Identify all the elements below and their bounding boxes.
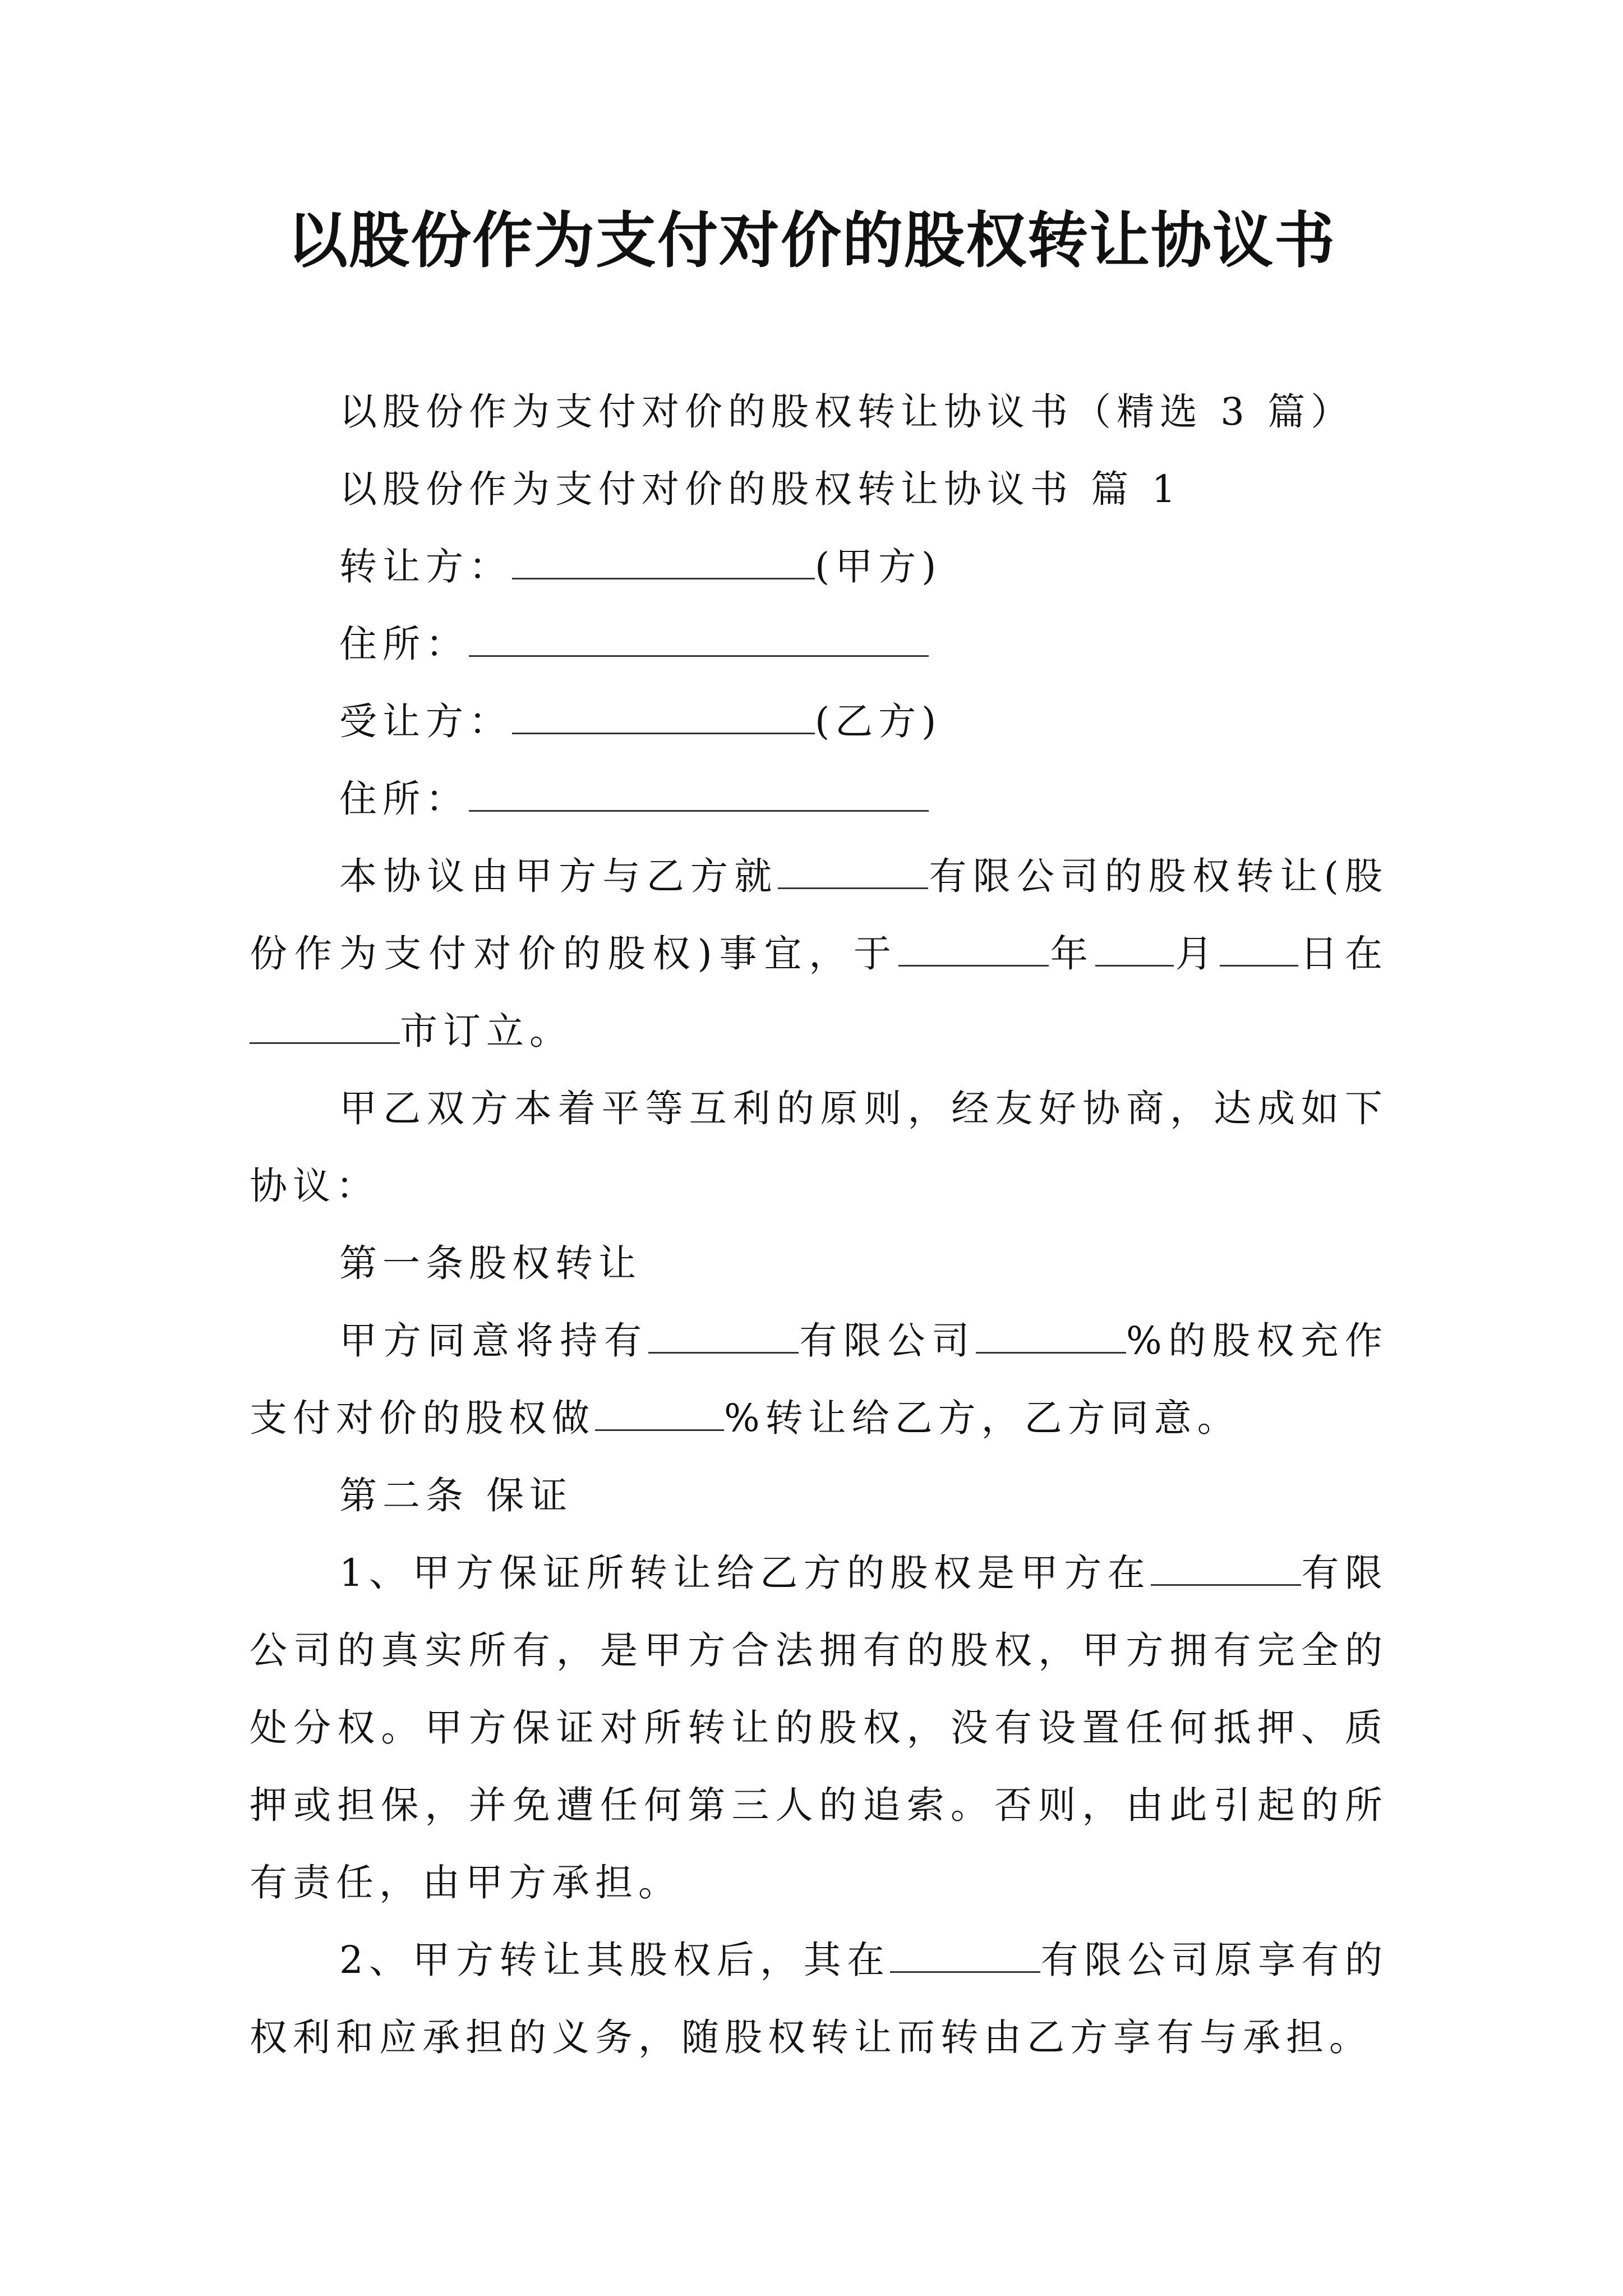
- transferor-address-line: [250, 605, 1388, 683]
- percent-blank: [595, 1395, 724, 1431]
- document-title: 以股份作为支付对价的股权转让协议书: [287, 206, 1336, 276]
- article-1-text: %转让给乙方，乙方同意。: [724, 1396, 1241, 1440]
- company-blank: [778, 853, 928, 889]
- day-blank: [1220, 930, 1298, 967]
- article-1-paragraph: [250, 1302, 1388, 1457]
- section-heading-text: 以股份作为支付对价的股权转让协议书 篇 1: [339, 467, 1182, 511]
- clause-2-paragraph: [250, 1921, 1388, 2076]
- company-blank: [648, 1317, 799, 1354]
- clause-2-text: 2、甲方转让其股权后，其在: [339, 1938, 891, 1982]
- article-1-title: [250, 1225, 1388, 1302]
- transferee-suffix: (乙方): [815, 700, 942, 743]
- clause-1-text: 1、甲方保证所转让给乙方的股权是甲方在: [339, 1551, 1151, 1595]
- article-2-title-text: 第二条 保证: [339, 1474, 573, 1517]
- subtitle-line: [250, 373, 1388, 450]
- intro-text: 本协议由甲方与乙方就: [339, 854, 778, 898]
- clause-1-text: 有限公司的真实所有，是甲方合法拥有的股权，甲方拥有完全的处分权。甲方保证对所转让的股权，没有设置任何抵押、质押或担保，并免遭任何第三人的追索。否则，由此引起的所有责任，由甲方承担。: [250, 1551, 1388, 1904]
- company-blank: [1151, 1549, 1301, 1586]
- transferee-blank: [512, 698, 815, 734]
- transferee-label: 受让方：: [339, 700, 512, 743]
- document-body: [250, 373, 1388, 2076]
- company-blank: [890, 1936, 1040, 1973]
- transferee-address-blank: [469, 775, 929, 812]
- intro-text: 有限公司的股权转让(股份作为支付对价的股权)事宜，于: [250, 854, 1389, 976]
- month-blank: [1095, 930, 1174, 967]
- percent-blank: [976, 1317, 1126, 1354]
- clause-1-paragraph: [250, 1534, 1388, 1921]
- article-1-text: 甲方同意将持有: [339, 1319, 648, 1363]
- intro-paragraph: [250, 838, 1388, 1070]
- subtitle-text: 以股份作为支付对价的股权转让协议书（精选 3 篇）: [339, 390, 1354, 434]
- transferor-address-blank: [469, 620, 929, 657]
- transferor-label: 转让方：: [339, 545, 512, 588]
- section-heading: [250, 450, 1388, 528]
- address-label: 住所：: [339, 777, 469, 821]
- transferee-address-line: [250, 760, 1388, 838]
- article-1-text: %的股权充作支付对价的股权做: [250, 1319, 1389, 1440]
- day-label: 日在: [1298, 932, 1389, 976]
- clause-2-text: 有限公司原享有的权利和应承担的义务，随股权转让而转由乙方享有与承担。: [250, 1938, 1388, 2059]
- year-label: 年: [1048, 932, 1095, 976]
- principle-text: 甲乙双方本着平等互利的原则，经友好协商，达成如下协议：: [250, 1087, 1388, 1208]
- intro-text: 市订立。: [400, 1009, 573, 1053]
- article-1-title-text: 第一条股权转让: [339, 1241, 642, 1285]
- month-label: 月: [1173, 932, 1220, 976]
- transferor-suffix: (甲方): [815, 545, 942, 588]
- address-label: 住所：: [339, 622, 469, 666]
- transferee-line: [250, 683, 1388, 760]
- article-2-title: [250, 1457, 1388, 1534]
- city-blank: [250, 1007, 400, 1044]
- year-blank: [898, 930, 1049, 967]
- principle-paragraph: [250, 1070, 1388, 1225]
- transferor-line: [250, 528, 1388, 605]
- transferor-blank: [512, 543, 815, 579]
- article-1-text: 有限公司: [798, 1319, 976, 1363]
